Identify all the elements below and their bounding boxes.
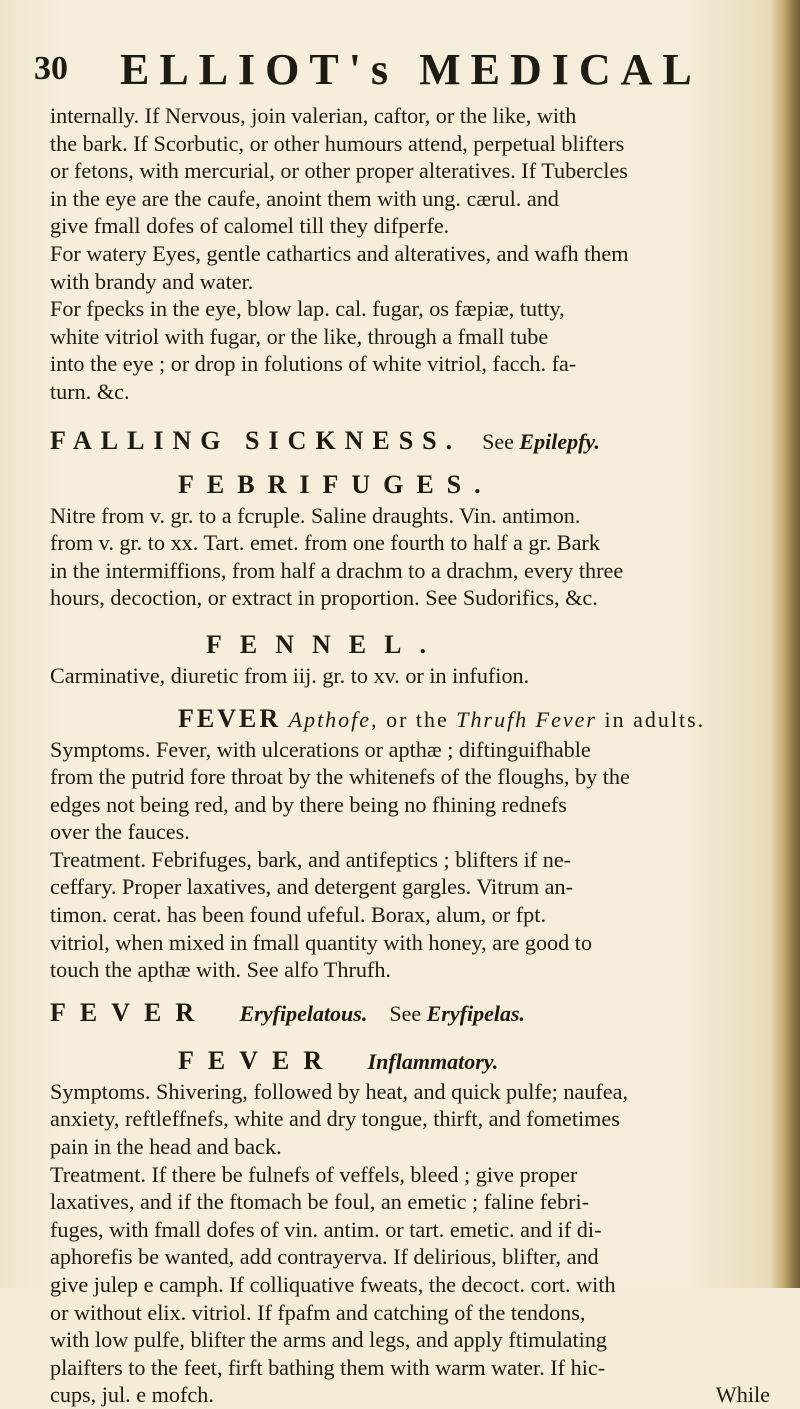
heading-subtitle: Inflammatory. bbox=[367, 1048, 499, 1074]
text-line: over the fauces. bbox=[50, 819, 190, 845]
heading-title: FALLING SICKNESS. bbox=[50, 425, 462, 455]
cross-reference: Eryfipelas. bbox=[426, 1000, 526, 1026]
heading-subtitle: Apthofe, bbox=[288, 706, 379, 732]
running-head: ELLIOT's MEDICAL bbox=[120, 45, 702, 94]
page-number: 30 bbox=[34, 50, 68, 87]
heading-detail bbox=[357, 1049, 499, 1074]
cross-reference: Epilepfy. bbox=[519, 428, 600, 454]
text-line: vitriol, when mixed in fmall quantity with honey, are good to bbox=[50, 929, 593, 955]
page-header bbox=[34, 40, 774, 94]
text-line: from the putrid fore throat by the whitenefs of the floughs, by the bbox=[50, 764, 630, 790]
heading-falling-sickness bbox=[50, 424, 774, 458]
fever-apthose-section bbox=[50, 736, 774, 984]
page-gutter-shadow bbox=[770, 0, 800, 1288]
text-line: cups, jul. e mofch. bbox=[50, 1382, 214, 1408]
heading-subtitle: Eryfipelatous. bbox=[239, 1000, 368, 1026]
text-line: in the intermiffions, from half a drachm to a drachm, every three bbox=[50, 557, 624, 583]
text-line: aphorefis be wanted, add contrayerva. If delirious, blifter, and bbox=[50, 1244, 599, 1270]
text-line: or fetons, with mercurial, or other proper alteratives. If Tubercles bbox=[50, 158, 628, 184]
text-line: into the eye ; or drop in folutions of white vitriol, facch. fa- bbox=[50, 351, 577, 377]
text-line: plaifters to the feet, firft bathing them with warm water. If hic- bbox=[50, 1354, 606, 1380]
heading-subtitle: or the bbox=[386, 706, 449, 732]
febrifuges-section bbox=[50, 502, 774, 612]
text-line: give fmall dofes of calomel till they difperfe. bbox=[50, 213, 450, 239]
heading-detail bbox=[229, 1001, 525, 1026]
heading-fever-apthose bbox=[50, 702, 774, 736]
text-line: or without elix. vitriol. If fpafm and catching of the tendons, bbox=[50, 1299, 586, 1325]
catchword: While bbox=[715, 1382, 770, 1408]
text-line: hours, decoction, or extract in proportion. See Sudorifics, &c. bbox=[50, 585, 598, 611]
heading-fennel: FENNEL. bbox=[206, 629, 444, 659]
text-line: Symptoms. Fever, with ulcerations or apthæ ; diftinguifhable bbox=[50, 736, 591, 762]
heading-title: FEVER bbox=[178, 1045, 337, 1075]
heading-subtitle: Thrufh Fever bbox=[456, 706, 597, 732]
heading-fever-inflammatory bbox=[50, 1044, 774, 1078]
see-word: See bbox=[482, 428, 514, 454]
text-line: touch the apthæ with. See alfo Thrufh. bbox=[50, 957, 391, 983]
fennel-section bbox=[50, 662, 774, 690]
page-body bbox=[50, 102, 774, 1409]
see-label bbox=[477, 429, 600, 454]
text-line: the bark. If Scorbutic, or other humours attend, perpetual blifters bbox=[50, 130, 625, 156]
text-line: fuges, with fmall dofes of vin. antim. or tart. emetic. and if di- bbox=[50, 1216, 602, 1242]
text-line: Treatment. Febrifuges, bark, and antifeptics ; blifters if ne- bbox=[50, 846, 572, 872]
heading-subtitle: in adults. bbox=[604, 706, 706, 732]
text-line: give julep e camph. If colliquative fweats, the decoct. cort. with bbox=[50, 1272, 616, 1297]
text-line: For watery Eyes, gentle cathartics and alteratives, and wafh them bbox=[50, 240, 629, 266]
fever-inflammatory-section bbox=[50, 1078, 774, 1409]
text-line: in the eye are the caufe, anoint them with ung. cærul. and bbox=[50, 185, 559, 211]
text-line: ceffary. Proper laxatives, and detergent gargles. Vitrum an- bbox=[50, 874, 573, 900]
text-line: with brandy and water. bbox=[50, 268, 254, 294]
see-word: See bbox=[389, 1000, 422, 1026]
text-line: Nitre from v. gr. to a fcruple. Saline draughts. Vin. antimon. bbox=[50, 502, 581, 528]
text-line: Symptoms. Shivering, followed by heat, and quick pulfe; naufea, bbox=[50, 1078, 628, 1104]
heading-title: FEVER bbox=[50, 997, 209, 1027]
text-line: pain in the head and back. bbox=[50, 1134, 282, 1160]
heading-febrifuges: FEBRIFUGES. bbox=[178, 469, 494, 499]
text-line: edges not being red, and by there being no fhining rednefs bbox=[50, 791, 567, 817]
text-line: turn. &c. bbox=[50, 378, 130, 404]
text-line: Treatment. If there be fulnefs of veffels, bleed ; give proper bbox=[50, 1161, 578, 1187]
text-line: timon. cerat. has been found ufeful. Borax, alum, or fpt. bbox=[50, 902, 546, 928]
text-line: laxatives, and if the ftomach be foul, an emetic ; faline febri- bbox=[50, 1189, 590, 1215]
text-line: internally. If Nervous, join valerian, caftor, or the like, with bbox=[50, 103, 577, 128]
text-line: with low pulfe, blifter the arms and legs, and apply ftimulating bbox=[50, 1327, 608, 1353]
text-line: anxiety, reftleffnefs, white and dry tongue, thirft, and fometimes bbox=[50, 1106, 620, 1132]
heading-title: FEVER bbox=[178, 703, 282, 733]
text-line: Carminative, diuretic from iij. gr. to xv. or in infufion. bbox=[50, 662, 530, 688]
text-line: from v. gr. to xx. Tart. emet. from one fourth to half a gr. Bark bbox=[50, 530, 600, 556]
text-line: For fpecks in the eye, blow lap. cal. fugar, os fæpiæ, tutty, bbox=[50, 296, 565, 322]
text-line: white vitriol with fugar, or the like, through a fmall tube bbox=[50, 323, 549, 349]
intro-section bbox=[50, 102, 774, 406]
heading-fever-erysipelatous bbox=[50, 996, 774, 1030]
